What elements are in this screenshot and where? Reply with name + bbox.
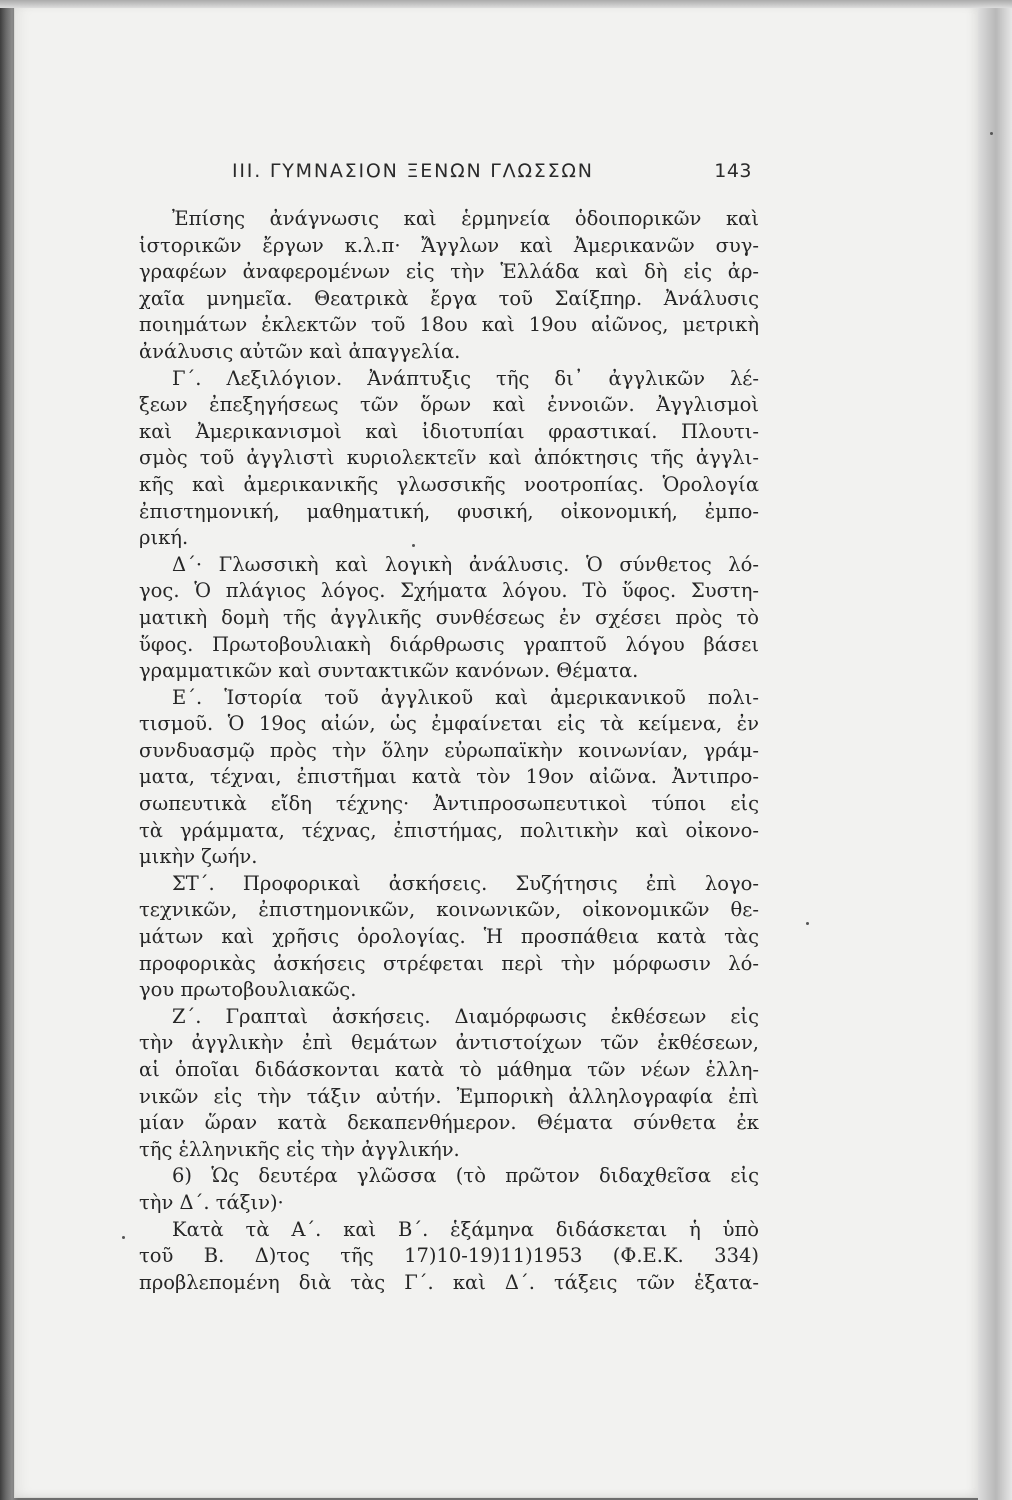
text-line: Κατὰ τὰ Α΄. καὶ Β΄. ἑξάμηνα διδάσκεται ἡ ὑπὸ bbox=[172, 1217, 759, 1241]
text-line: χαῖα μνημεῖα. Θεατρικὰ ἔργα τοῦ Σαίξπηρ. Ἀνάλυσις bbox=[139, 286, 759, 310]
text-line: τεχνικῶν, ἐπιστημονικῶν, κοινωνικῶν, οἰκονομικῶν θε- bbox=[139, 898, 759, 922]
page-number: 143 bbox=[714, 160, 752, 182]
text-line: γος. Ὁ πλάγιος λόγος. Σχήματα λόγου. Τὸ ὕφος. Συστη- bbox=[139, 579, 759, 603]
page-fore-edge bbox=[978, 0, 1012, 1500]
text-line: Γ΄. Λεξιλόγιον. Ἀνάπτυξις τῆς δι᾿ ἀγγλικῶν λέ- bbox=[172, 366, 759, 390]
text-line: προφορικὰς ἀσκήσεις στρέφεται περὶ τὴν μόρφωσιν λό- bbox=[139, 951, 759, 975]
text-line: τῆς ἑλληνικῆς εἰς τὴν ἀγγλικήν. bbox=[139, 1137, 460, 1161]
text-line: ξεων ἐπεξηγήσεως τῶν ὅρων καὶ ἐννοιῶν. Ἀγγλισμοὶ bbox=[139, 393, 759, 417]
text-line: ποιημάτων ἐκλεκτῶν τοῦ 18ου καὶ 19ου αἰῶνος, μετρικὴ bbox=[139, 313, 759, 337]
text-line: ματικὴ δομὴ τῆς ἀγγλικῆς συνθέσεως ἐν σχέσει πρὸς τὸ bbox=[139, 605, 759, 629]
text-line: ἐπιστημονική, μαθηματική, φυσική, οἰκονομική, ἐμπο- bbox=[139, 499, 759, 523]
text-line: καὶ Ἀμερικανισμοὶ καὶ ἰδιοτυπίαι φραστικαί. Πλουτι- bbox=[139, 419, 759, 443]
text-line: ματα, τέχναι, ἐπιστῆμαι κατὰ τὸν 19ον αἰῶνα. Ἀντιπρο- bbox=[139, 765, 759, 789]
text-line: σωπευτικὰ εἴδη τέχνης· Ἀντιπροσωπευτικοὶ τύποι εἰς bbox=[139, 792, 759, 816]
page-top-edge bbox=[0, 0, 1012, 8]
text-line: ρική. bbox=[139, 526, 189, 550]
text-line: τισμοῦ. Ὁ 19ος αἰών, ὡς ἐμφαίνεται εἰς τὰ κείμενα, ἐν bbox=[139, 712, 759, 736]
text-line: Δ΄· Γλωσσικὴ καὶ λογικὴ ἀνάλυσις. Ὁ σύνθετος λό- bbox=[172, 552, 759, 576]
scan-speck bbox=[122, 1236, 125, 1239]
text-line: προβλεπομένη διὰ τὰς Γ΄. καὶ Δ΄. τάξεις τῶν ἑξατα- bbox=[139, 1270, 759, 1294]
body-text bbox=[139, 206, 759, 1296]
text-line: αἱ ὁποῖαι διδάσκονται κατὰ τὸ μάθημα τῶν νέων ἑλλη- bbox=[139, 1058, 759, 1081]
text-line: συνδυασμῷ πρὸς τὴν ὅλην εὐρωπαϊκὴν κοινωνίαν, γράμ- bbox=[139, 738, 759, 762]
text-line: γραφέων ἀναφερομένων εἰς τὴν Ἑλλάδα καὶ δὴ εἰς ἀρ- bbox=[139, 260, 759, 284]
running-head-title: III. ΓΥΜΝΑΣΙΟΝ ΞΕΝΩΝ ΓΛΩΣΣΩΝ bbox=[232, 160, 594, 182]
text-line: ΣΤ΄. Προφορικαὶ ἀσκήσεις. Συζήτησις ἐπὶ λογο- bbox=[172, 871, 759, 895]
text-line: τὴν Δ΄. τάξιν)· bbox=[139, 1190, 284, 1214]
scan-speck bbox=[412, 544, 415, 547]
text-line: νικῶν εἰς τὴν τάξιν αὐτήν. Ἐμπορικὴ ἀλληλογραφία ἐπὶ bbox=[139, 1084, 759, 1108]
scan-speck bbox=[806, 922, 809, 925]
text-line: γου πρωτοβουλιακῶς. bbox=[139, 978, 357, 1002]
text-line: μίαν ὥραν κατὰ δεκαπενθήμερον. Θέματα σύνθετα ἐκ bbox=[139, 1111, 759, 1135]
text-line: τὴν ἀγγλικὴν ἐπὶ θεμάτων ἀντιστοίχων τῶν ἐκθέσεων, bbox=[139, 1031, 759, 1055]
text-line: μάτων καὶ χρῆσις ὁρολογίας. Ἡ προσπάθεια κατὰ τὰς bbox=[139, 925, 759, 949]
scan-speck bbox=[990, 132, 993, 135]
text-line: κῆς καὶ ἀμερικανικῆς γλωσσικῆς νοοτροπίας. Ὁρολογία bbox=[139, 472, 759, 496]
text-line: Ε΄. Ἱστορία τοῦ ἀγγλικοῦ καὶ ἀμερικανικοῦ πολι- bbox=[172, 685, 759, 709]
running-head bbox=[232, 160, 752, 190]
text-line: γραμματικῶν καὶ συντακτικῶν κανόνων. Θέματα. bbox=[139, 659, 639, 683]
text-line: μικὴν ζωήν. bbox=[139, 845, 258, 869]
text-line: τὰ γράμματα, τέχνας, ἐπιστήμας, πολιτικὴν καὶ οἰκονο- bbox=[139, 818, 759, 842]
text-line: Ἐπίσης ἀνάγνωσις καὶ ἑρμηνεία ὁδοιπορικῶν καὶ bbox=[172, 207, 759, 230]
text-line: Ζ΄. Γραπταὶ ἀσκήσεις. Διαμόρφωσις ἐκθέσεων εἰς bbox=[172, 1004, 759, 1028]
text-line: ὕφος. Πρωτοβουλιακὴ διάρθρωσις γραπτοῦ λόγου βάσει bbox=[139, 632, 759, 656]
text-line: τοῦ Β. Δ)τος τῆς 17)10-19)11)1953 (Φ.Ε.Κ. 334) bbox=[139, 1244, 759, 1268]
text-line: σμὸς τοῦ ἀγγλιστὶ κυριολεκτεῖν καὶ ἀπόκτησις τῆς ἀγγλι- bbox=[139, 446, 759, 470]
text-line: ἱστορικῶν ἔργων κ.λ.π· Ἄγγλων καὶ Ἀμερικανῶν συγ- bbox=[139, 233, 759, 257]
text-line: ἀνάλυσις αὐτῶν καὶ ἀπαγγελία. bbox=[139, 339, 461, 363]
text-line: 6) Ὡς δευτέρα γλῶσσα (τὸ πρῶτον διδαχθεῖσα εἰς bbox=[172, 1164, 759, 1188]
